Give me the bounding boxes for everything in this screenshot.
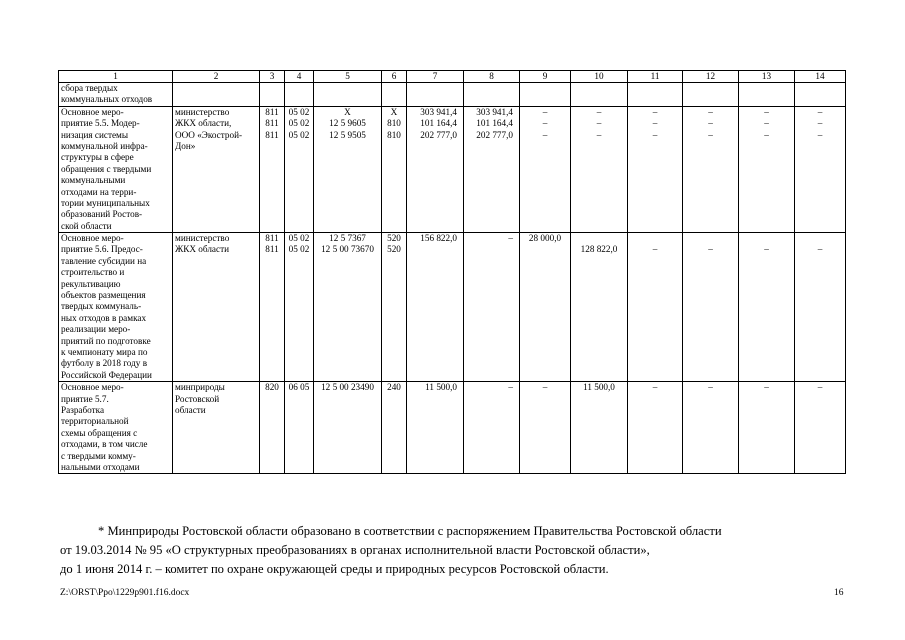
table-row: [59, 382, 846, 474]
cell-line: –: [652, 106, 658, 117]
cell-line: –: [652, 244, 658, 255]
column-header: 4: [285, 71, 314, 83]
table-cell: [464, 83, 520, 107]
table-cell: [285, 106, 314, 232]
cell-line: 811: [265, 106, 279, 117]
cell-line: 202 777,0: [476, 129, 513, 140]
cell-line: 202 777,0: [420, 129, 457, 140]
table-cell: [628, 83, 683, 107]
cell-line: ЖКХ области: [175, 244, 230, 255]
cell-line: нальными отходами: [61, 461, 140, 472]
cell-line: 05 02: [288, 106, 310, 117]
cell-line: Х: [390, 106, 398, 117]
cell-line: 820: [265, 382, 279, 393]
cell-line: 811: [265, 118, 279, 129]
table-cell: [407, 106, 464, 232]
table-cell: [285, 382, 314, 474]
cell-line: коммунальной инфра-: [61, 140, 148, 151]
cell-line: Основное меро-: [61, 382, 124, 393]
cell-line: 810: [387, 129, 401, 140]
cell-line: 12 5 9505: [329, 129, 366, 140]
cell-line: министерство: [175, 106, 230, 117]
cell-line: –: [542, 129, 548, 140]
cell-line: –: [817, 106, 823, 117]
cell-line: области: [175, 404, 206, 415]
table-cell: [173, 382, 260, 474]
table-cell: [260, 106, 285, 232]
cell-line: 11 500,0: [425, 382, 457, 393]
column-header: 9: [520, 71, 571, 83]
footnote-line-3: до 1 июня 2014 г. – комитет по охране окружающей среды и природных ресурсов Ростовской области.: [60, 562, 609, 576]
cell-line: –: [817, 382, 823, 393]
cell-line: приятий по подготовке: [61, 335, 151, 346]
table-cell: [571, 233, 628, 382]
table-cell: [407, 83, 464, 107]
table-cell: [464, 382, 520, 474]
table-cell: [382, 382, 407, 474]
cell-line: структуры в сфере: [61, 152, 134, 163]
cell-line: –: [652, 129, 658, 140]
column-header: 11: [628, 71, 683, 83]
table-cell: [382, 83, 407, 107]
column-header: 12: [683, 71, 739, 83]
table-cell: [314, 106, 382, 232]
cell-line: –: [652, 382, 658, 393]
cell-line: территориальной: [61, 416, 129, 427]
cell-line: 101 164,4: [476, 118, 513, 129]
cell-line: реализации меро-: [61, 324, 131, 335]
table-cell: [407, 233, 464, 382]
table-cell: [739, 83, 795, 107]
table-cell: [683, 233, 739, 382]
cell-line: –: [596, 118, 602, 129]
cell-line: 12 5 00 73670: [321, 244, 374, 255]
table-cell: [683, 106, 739, 232]
cell-line: тавление субсидии на: [61, 255, 147, 266]
table-cell: [260, 83, 285, 107]
cell-line: 101 164,4: [420, 118, 457, 129]
footnote-line-1: * Минприроды Ростовской области образовано в соответствии с распоряжением Правительства Ростовской области: [98, 524, 722, 538]
cell-line: –: [508, 233, 513, 244]
header-row: [59, 71, 846, 83]
cell-line: [630, 233, 680, 244]
footnote-line-2: от 19.03.2014 № 95 «О структурных преобразованиях в органах исполнительной власти Ростовской области»,: [60, 543, 650, 557]
table-cell: [382, 106, 407, 232]
cell-line: –: [817, 118, 823, 129]
cell-line: отходами на терри-: [61, 186, 137, 197]
table-cell: [683, 83, 739, 107]
cell-line: –: [708, 106, 713, 117]
cell-line: 06 05: [288, 382, 310, 393]
table-cell: [520, 382, 571, 474]
table-cell: [795, 233, 846, 382]
table-row: [59, 106, 846, 232]
table-cell: [260, 382, 285, 474]
cell-line: приятие 5.7.: [61, 393, 109, 404]
cell-line: –: [596, 106, 602, 117]
table-row: [59, 233, 846, 382]
cell-line: отходами, в том числе: [61, 439, 148, 450]
table-cell: [628, 106, 683, 232]
cell-line: Дон»: [175, 140, 196, 151]
table-cell: [795, 382, 846, 474]
cell-line: с твердыми комму-: [61, 450, 136, 461]
cell-line: –: [708, 244, 713, 255]
cell-line: коммунальных отходов: [61, 94, 153, 105]
table-cell: [520, 83, 571, 107]
cell-line: 28 000,0: [528, 233, 562, 244]
table-cell: [739, 106, 795, 232]
cell-line: 810: [387, 118, 401, 129]
table-row: [59, 83, 846, 107]
cell-line: –: [508, 382, 513, 393]
table-cell: [59, 233, 173, 382]
cell-line: Основное меро-: [61, 106, 124, 117]
cell-line: 520: [387, 244, 401, 255]
cell-line: приятие 5.5. Модер-: [61, 118, 140, 129]
table-cell: [571, 106, 628, 232]
table-cell: [683, 382, 739, 474]
column-header: 1: [59, 71, 173, 83]
cell-line: 11 500,0: [583, 382, 615, 393]
cell-line: –: [542, 118, 548, 129]
table-cell: [59, 106, 173, 232]
cell-line: твердых коммуналь-: [61, 301, 142, 312]
cell-line: 128 822,0: [580, 244, 618, 255]
column-header: 3: [260, 71, 285, 83]
table-cell: [520, 233, 571, 382]
table-cell: [173, 106, 260, 232]
cell-line: к чемпионату мира по: [61, 346, 148, 357]
cell-line: 05 02: [288, 233, 310, 244]
cell-line: ООО «Экострой-: [175, 129, 243, 140]
cell-line: 05 02: [288, 129, 310, 140]
table-cell: [285, 83, 314, 107]
cell-line: низация системы: [61, 129, 129, 140]
cell-line: 156 822,0: [420, 233, 457, 244]
cell-line: –: [764, 382, 769, 393]
column-header: 5: [314, 71, 382, 83]
column-header: 7: [407, 71, 464, 83]
table-cell: [464, 233, 520, 382]
cell-line: 520: [387, 233, 401, 244]
cell-line: –: [764, 244, 769, 255]
cell-line: футболу в 2018 году в: [61, 358, 148, 369]
cell-line: –: [708, 129, 713, 140]
cell-line: объектов размещения: [61, 290, 146, 301]
table-cell: [628, 233, 683, 382]
table-cell: [795, 83, 846, 107]
cell-line: рекультивацию: [61, 278, 121, 289]
cell-line: Х: [344, 106, 351, 117]
cell-line: [573, 233, 625, 244]
cell-line: минприроды: [175, 382, 225, 393]
cell-line: образований Ростов-: [61, 209, 143, 220]
cell-line: 811: [265, 244, 279, 255]
table-cell: [739, 233, 795, 382]
cell-line: министерство: [175, 233, 230, 244]
cell-line: 12 5 7367: [329, 233, 366, 244]
table-cell: [314, 233, 382, 382]
cell-line: схемы обращения с: [61, 427, 138, 438]
column-header: 13: [739, 71, 795, 83]
cell-line: коммунальными: [61, 175, 126, 186]
cell-line: –: [764, 106, 769, 117]
table-cell: [520, 106, 571, 232]
cell-line: ных отходов в рамках: [61, 312, 147, 323]
cell-line: –: [708, 118, 713, 129]
table-cell: [59, 382, 173, 474]
table-cell: [382, 233, 407, 382]
cell-line: Российской Федерации: [61, 369, 152, 380]
table-cell: [314, 382, 382, 474]
cell-line: 303 941,4: [420, 106, 457, 117]
column-header: 2: [173, 71, 260, 83]
column-header: 6: [382, 71, 407, 83]
cell-line: 05 02: [288, 118, 310, 129]
cell-line: –: [764, 129, 769, 140]
cell-line: 811: [265, 233, 279, 244]
cell-line: 12 5 00 23490: [321, 382, 374, 393]
cell-line: –: [652, 118, 658, 129]
cell-line: тории муниципальных: [61, 197, 150, 208]
table-cell: [173, 83, 260, 107]
cell-line: –: [542, 382, 548, 393]
cell-line: –: [596, 129, 602, 140]
cell-line: –: [764, 118, 769, 129]
cell-line: строительство и: [61, 267, 125, 278]
cell-line: Ростовской: [175, 393, 220, 404]
cell-line: приятие 5.6. Предос-: [61, 244, 143, 255]
cell-line: [741, 233, 792, 244]
table-cell: [260, 233, 285, 382]
column-header: 10: [571, 71, 628, 83]
cell-line: 303 941,4: [476, 106, 513, 117]
table-cell: [795, 106, 846, 232]
cell-line: [797, 233, 843, 244]
footnote: [60, 522, 842, 579]
table-cell: [571, 83, 628, 107]
cell-line: Разработка: [61, 404, 105, 415]
table-cell: [173, 233, 260, 382]
cell-line: 12 5 9605: [329, 118, 366, 129]
program-table: [58, 70, 846, 474]
cell-line: –: [708, 382, 713, 393]
cell-line: 05 02: [288, 244, 310, 255]
table-cell: [628, 382, 683, 474]
cell-line: ЖКХ области,: [175, 118, 232, 129]
page-number: 16: [834, 588, 844, 598]
table-cell: [739, 382, 795, 474]
cell-line: ской области: [61, 220, 112, 231]
table-cell: [571, 382, 628, 474]
column-header: 8: [464, 71, 520, 83]
cell-line: 240: [387, 382, 401, 393]
cell-line: обращения с твердыми: [61, 163, 152, 174]
table-cell: [314, 83, 382, 107]
cell-line: 811: [265, 129, 279, 140]
table-cell: [59, 83, 173, 107]
table-cell: [285, 233, 314, 382]
cell-line: –: [542, 106, 548, 117]
cell-line: Основное меро-: [61, 233, 124, 244]
cell-line: [685, 233, 736, 244]
column-header: 14: [795, 71, 846, 83]
cell-line: –: [817, 244, 823, 255]
table-cell: [407, 382, 464, 474]
cell-line: –: [817, 129, 823, 140]
table-cell: [464, 106, 520, 232]
cell-line: сбора твердых: [61, 83, 118, 93]
footer-file-path: Z:\ORST\Ppo\1229p901.f16.docx: [60, 588, 190, 598]
